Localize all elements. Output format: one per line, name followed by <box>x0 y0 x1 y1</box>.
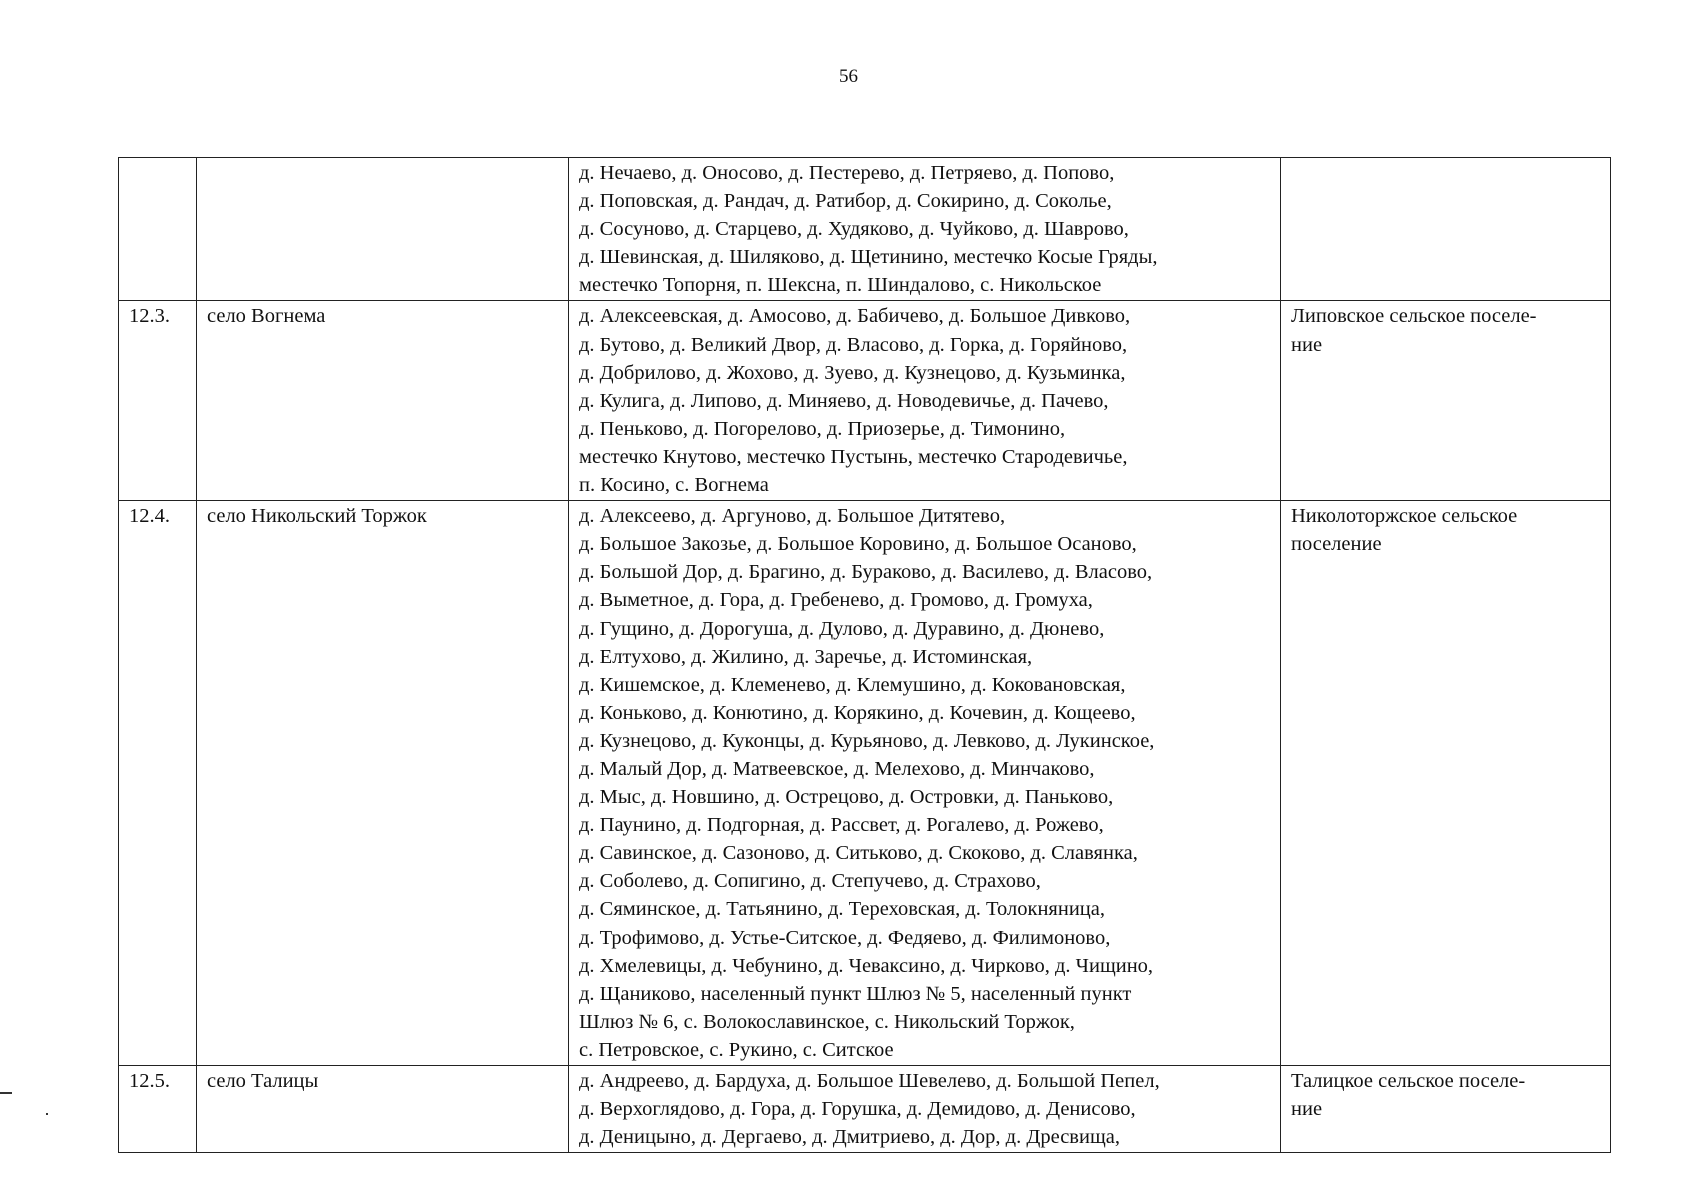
settlements-list-line: местечко Кнутово, местечко Пустынь, местечко Стародевичье, <box>579 445 1128 468</box>
settlements-list-line: д. Паунино, д. Подгорная, д. Рассвет, д. Рогалево, д. Рожево, <box>579 814 1104 837</box>
settlements-list-line: д. Нечаево, д. Оносово, д. Пестерево, д. Петряево, д. Попово, <box>579 162 1115 184</box>
settlements-list-line: д. Поповская, д. Рандач, д. Ратибор, д. Сокирино, д. Соколье, <box>579 190 1112 213</box>
settlements-list-line: д. Малый Дор, д. Матвеевское, д. Мелехово, д. Минчаково, <box>579 757 1095 780</box>
settlements-list-line: п. Косино, с. Вогнема <box>579 474 769 497</box>
settlements-list-line: д. Алексеевская, д. Амосово, д. Бабичево, д. Большое Дивково, <box>579 305 1131 328</box>
rural-settlement-line: ние <box>1291 333 1323 356</box>
scan-artifact-dot <box>46 1113 48 1115</box>
rural-settlement-line: ние <box>1291 1098 1323 1121</box>
settlements-list-cell <box>569 1066 1281 1153</box>
settlements-list-line: д. Савинское, д. Сазоново, д. Ситьково, д. Скоково, д. Славянка, <box>579 842 1138 865</box>
settlements-list-line: д. Сяминское, д. Татьянино, д. Тереховская, д. Толокняница, <box>579 898 1105 921</box>
rural-settlement-line: Талицкое сельское поселе- <box>1291 1070 1526 1092</box>
rural-settlement-cell <box>1281 158 1611 301</box>
rural-settlement-cell <box>1281 501 1611 1066</box>
settlements-list-line: д. Бутово, д. Великий Двор, д. Власово, д. Горка, д. Горяйново, <box>579 333 1128 356</box>
row-number-cell: 12.4. <box>119 501 197 1066</box>
scan-artifact-dash <box>0 1092 12 1094</box>
admin-center-cell: село Никольский Торжок <box>197 501 569 1066</box>
settlements-list-line: д. Кишемское, д. Клеменево, д. Клемушино, д. Коковановская, <box>579 673 1126 696</box>
settlements-list-line: д. Выметное, д. Гора, д. Гребенево, д. Громово, д. Громуха, <box>579 589 1093 612</box>
settlements-list-line: д. Андреево, д. Бардуха, д. Большое Шевелево, д. Большой Пепел, <box>579 1070 1160 1092</box>
settlements-list-line: д. Соболево, д. Сопигино, д. Степучево, д. Страхово, <box>579 870 1041 893</box>
settlements-list-line: д. Верхоглядово, д. Гора, д. Горушка, д. Демидово, д. Денисово, <box>579 1098 1136 1121</box>
rural-settlement-line: Липовское сельское поселе- <box>1291 305 1537 328</box>
settlements-list-line: д. Сосуново, д. Старцево, д. Худяково, д. Чуйково, д. Шаврово, <box>579 218 1129 241</box>
settlements-list-line: д. Добрилово, д. Жохово, д. Зуево, д. Кузнецово, д. Кузьминка, <box>579 361 1126 384</box>
settlements-list-line: д. Коньково, д. Конютино, д. Корякино, д. Кочевин, д. Кощеево, <box>579 701 1136 724</box>
settlements-list-line: д. Хмелевицы, д. Чебунино, д. Чеваксино, д. Чирково, д. Чищино, <box>579 954 1154 977</box>
table-row <box>119 1066 1611 1153</box>
settlements-list-line: д. Шевинская, д. Шиляково, д. Щетинино, местечко Косые Гряды, <box>579 246 1158 269</box>
settlements-list-line: с. Петровское, с. Рукино, с. Ситское <box>579 1038 894 1061</box>
table-row <box>119 158 1611 301</box>
rural-settlement-line: Николоторжское сельское <box>1291 505 1518 528</box>
rural-settlement-cell <box>1281 301 1611 501</box>
admin-center-cell: село Вогнема <box>197 301 569 501</box>
rural-settlement-line: поселение <box>1291 533 1382 556</box>
admin-center-cell: село Талицы <box>197 1066 569 1153</box>
row-number-cell: 12.3. <box>119 301 197 501</box>
settlements-table <box>118 157 1611 1153</box>
settlements-list-line: д. Большой Дор, д. Брагино, д. Бураково, д. Василево, д. Власово, <box>579 561 1153 584</box>
table-row <box>119 301 1611 501</box>
settlements-list-line: местечко Топорня, п. Шексна, п. Шиндалово, с. Никольское <box>579 274 1102 297</box>
page-number: 56 <box>839 66 858 87</box>
settlements-list-line: д. Мыс, д. Новшино, д. Острецово, д. Островки, д. Паньково, <box>579 786 1114 809</box>
admin-center-cell <box>197 158 569 301</box>
table-row <box>119 501 1611 1066</box>
settlements-list-line: д. Деницыно, д. Дергаево, д. Дмитриево, д. Дор, д. Дресвища, <box>579 1126 1120 1149</box>
settlements-list-line: Шлюз № 6, с. Волокославинское, с. Никольский Торжок, <box>579 1010 1075 1033</box>
settlements-list-line: д. Большое Закозье, д. Большое Коровино, д. Большое Осаново, <box>579 533 1137 556</box>
row-number-cell: 12.5. <box>119 1066 197 1153</box>
settlements-list-line: д. Кулига, д. Липово, д. Миняево, д. Новодевичье, д. Пачево, <box>579 389 1109 412</box>
rural-settlement-cell <box>1281 1066 1611 1153</box>
settlements-list-line: д. Щаниково, населенный пункт Шлюз № 5, населенный пункт <box>579 982 1132 1005</box>
settlements-list-cell <box>569 301 1281 501</box>
settlements-list-cell <box>569 501 1281 1066</box>
settlements-list-line: д. Трофимово, д. Устье-Ситское, д. Федяево, д. Филимоново, <box>579 926 1111 949</box>
settlements-list-line: д. Елтухово, д. Жилино, д. Заречье, д. Истоминская, <box>579 645 1033 668</box>
settlements-list-line: д. Кузнецово, д. Куконцы, д. Курьяново, д. Левково, д. Лукинское, <box>579 729 1155 752</box>
row-number-cell <box>119 158 197 301</box>
settlements-list-line: д. Алексеево, д. Аргуново, д. Большое Дитятево, <box>579 505 1006 528</box>
settlements-list-line: д. Гущино, д. Дорогуша, д. Дулово, д. Дуравино, д. Дюнево, <box>579 617 1105 640</box>
settlements-list-line: д. Пеньково, д. Погорелово, д. Приозерье, д. Тимонино, <box>579 417 1066 440</box>
settlements-list-cell <box>569 158 1281 301</box>
